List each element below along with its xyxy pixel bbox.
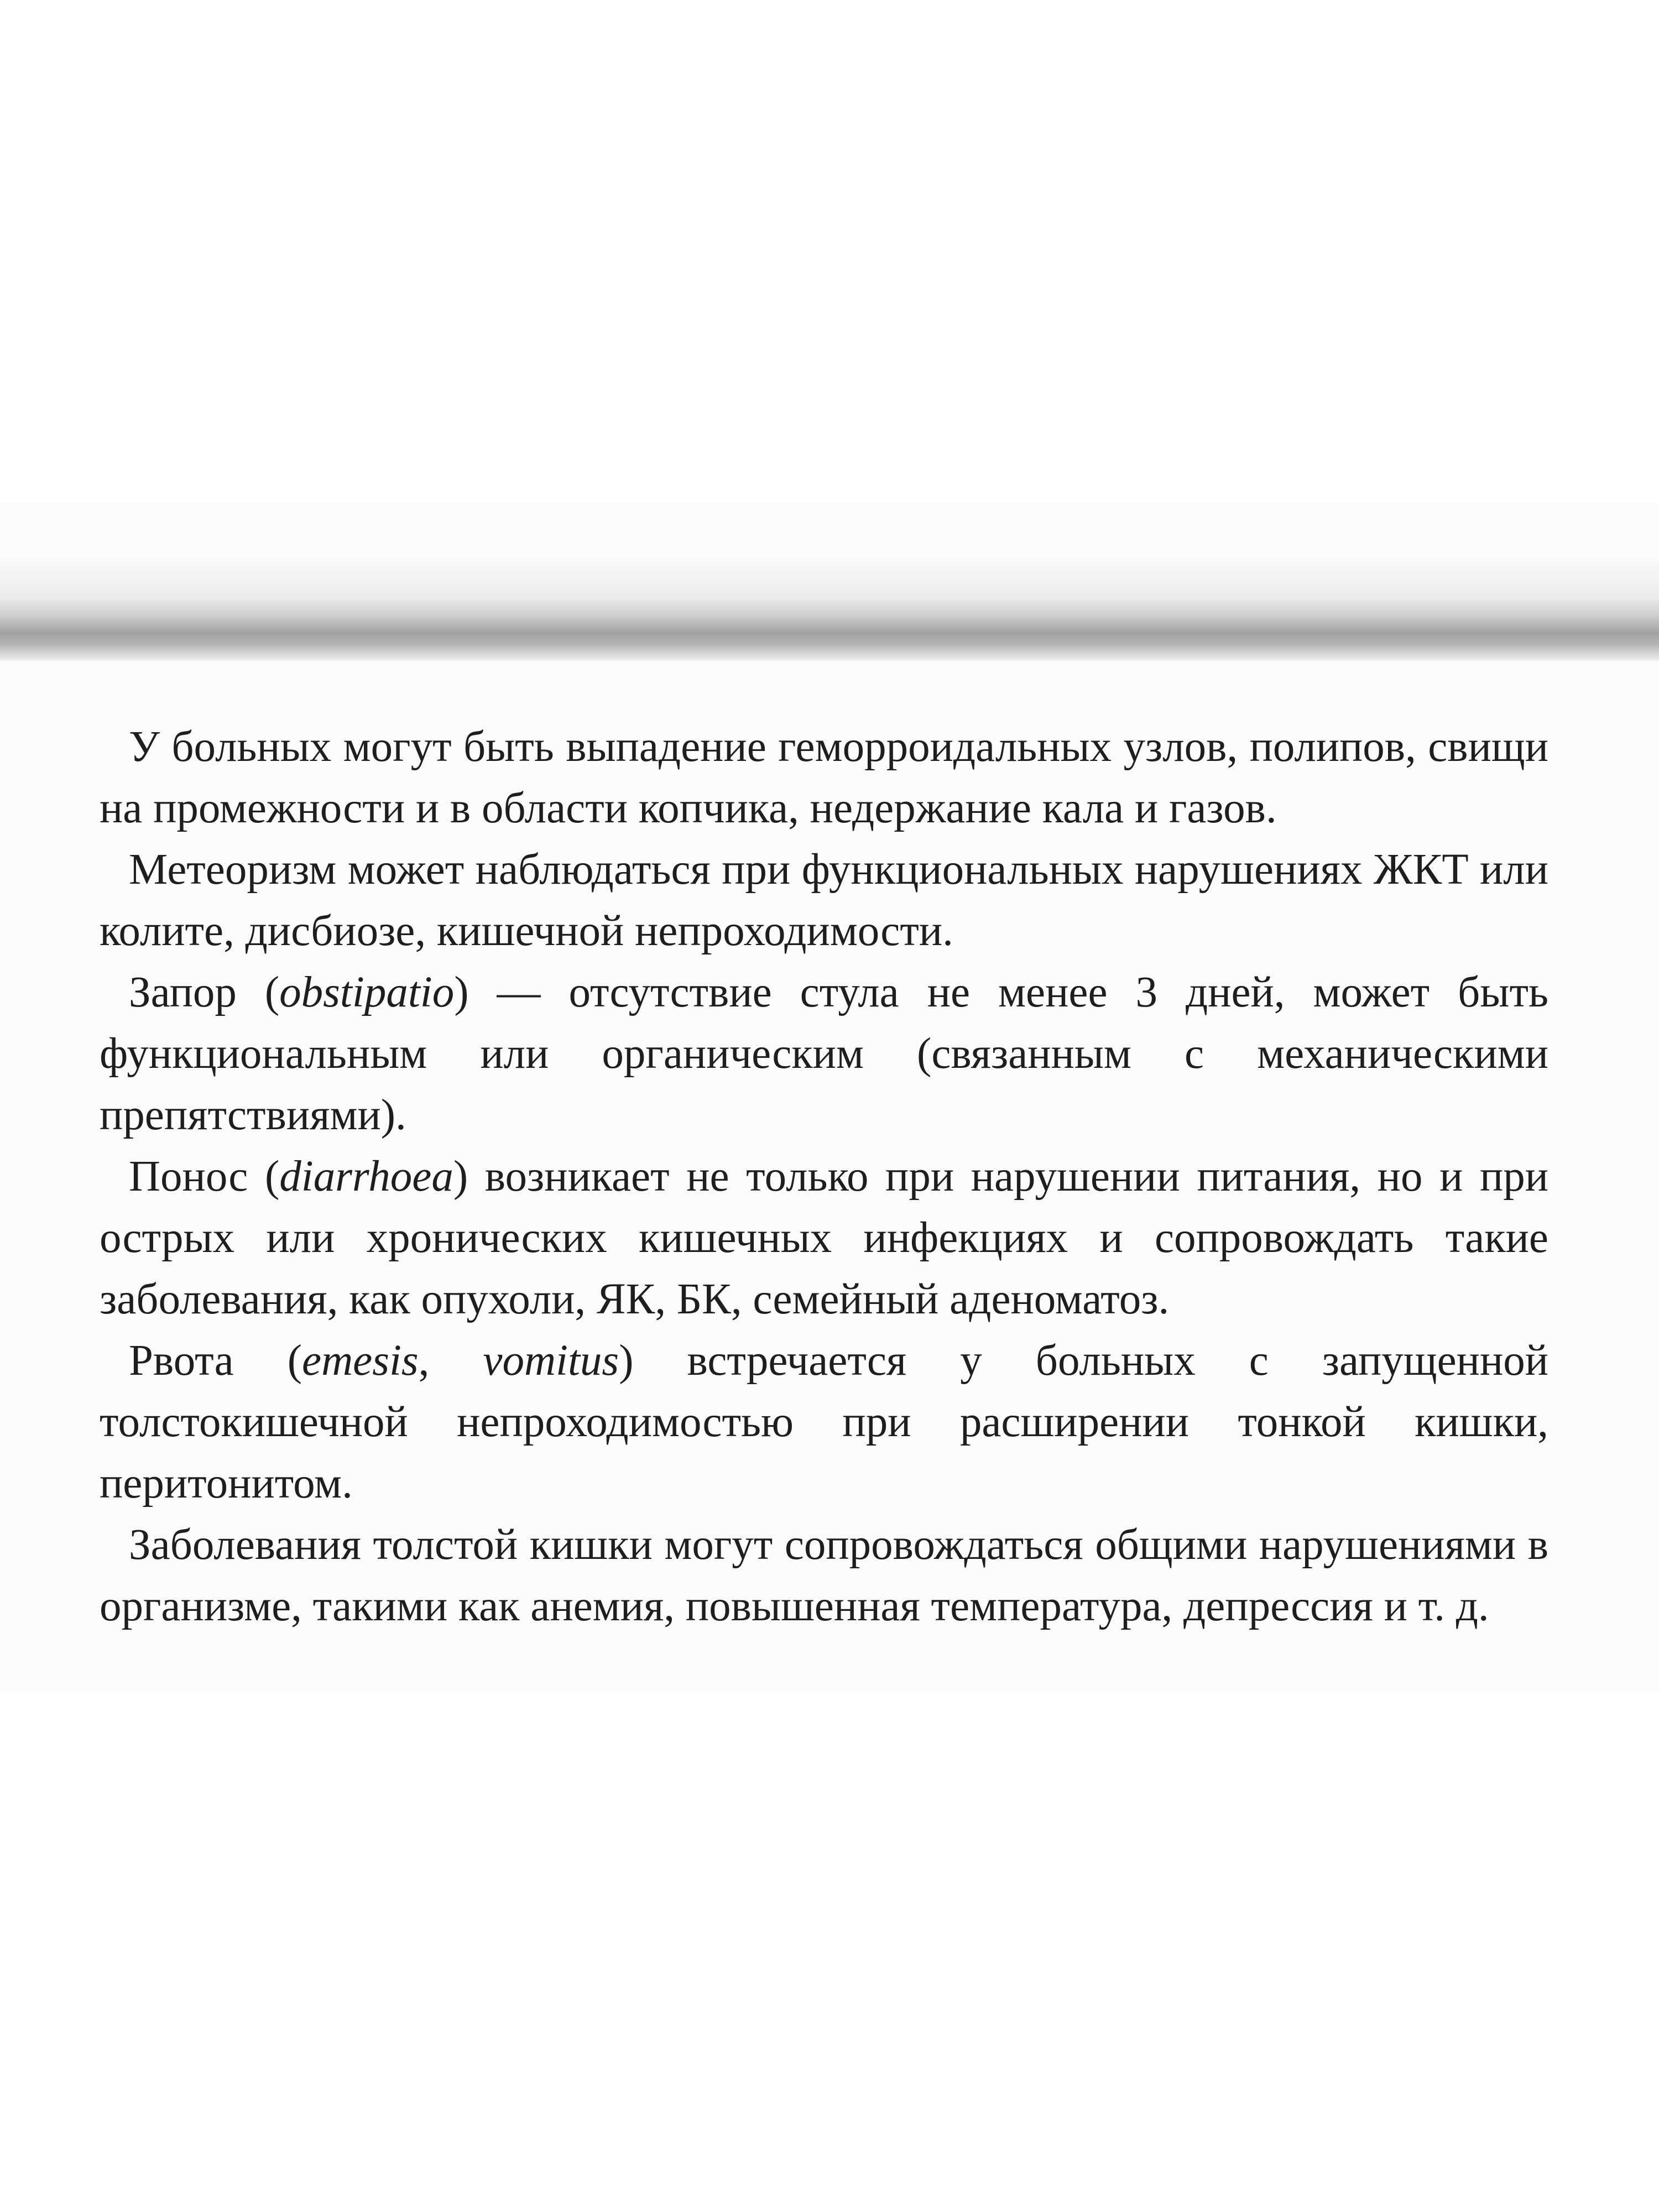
paragraph-text: Понос ( (129, 1152, 280, 1201)
paragraph-text: Запор ( (129, 968, 280, 1016)
latin-term: vomitus (483, 1337, 619, 1385)
paragraph-meteorism (100, 839, 1548, 962)
latin-term: emesis (302, 1337, 419, 1385)
paragraph-text: Заболевания толстой кишки могут сопровождаться общими нарушениями в организме, такими как анемия, повышенная температура, депрессия и т. д. (100, 1521, 1548, 1630)
paragraph-vomiting (100, 1330, 1548, 1514)
paragraph-text: Метеоризм может наблюдаться при функциональных нарушениях ЖКТ или колите, дисбиозе, кишечной непроходимости. (100, 846, 1548, 955)
latin-term: diarrhoea (279, 1152, 453, 1201)
header-band (0, 600, 1659, 661)
paragraph-general-disorders (100, 1514, 1548, 1637)
paragraph-text: ) возникает не только при нарушении питания, но и при острых или хронических кишечных инфекциях и сопровождать такие заболевания, как опухоли, ЯК, БК, семейный аденоматоз. (100, 1152, 1548, 1323)
top-margin (0, 0, 1659, 503)
paragraph-prolapse (100, 716, 1548, 839)
body-text (100, 716, 1548, 1637)
paragraph-constipation (100, 962, 1548, 1146)
paragraph-text: ) встречается у больных с запущенной толстокишечной непроходимостью при расширении тонкой кишки, перитонитом. (100, 1337, 1549, 1507)
paragraph-text: У больных могут быть выпадение геморроидальных узлов, полипов, свищи на промежности и в области копчика, недержание кала и газов. (100, 723, 1548, 832)
latin-term: obstipatio (279, 968, 455, 1016)
paragraph-text: , (418, 1337, 483, 1385)
header-band-shadow (0, 559, 1659, 603)
paragraph-text: ) — отсутствие стула не менее 3 дней, может быть функциональным или органическим (связанным с механическими препятствиями). (100, 968, 1548, 1139)
paragraph-text: Рвота ( (129, 1337, 302, 1385)
paragraph-diarrhea (100, 1146, 1548, 1330)
bottom-margin (0, 1692, 1659, 2212)
